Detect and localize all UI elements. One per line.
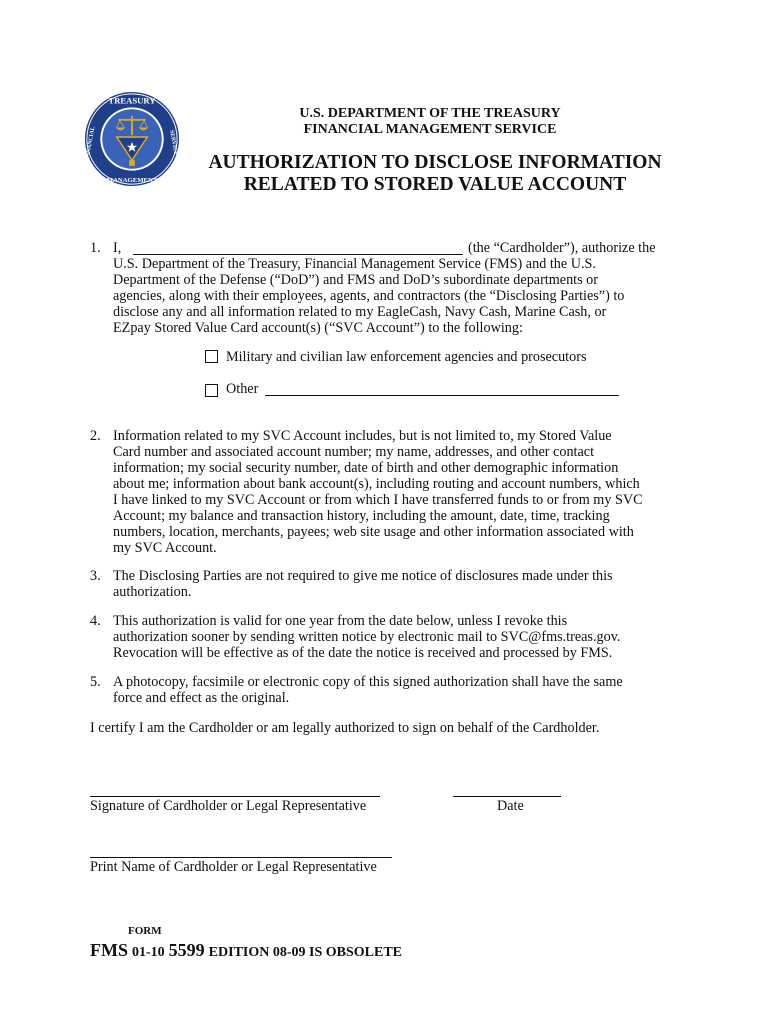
svg-text:SERVICE: SERVICE xyxy=(168,129,179,156)
item2-line: about me; information about bank account(s), including routing and account numbers, which xyxy=(113,476,640,492)
service-name: FINANCIAL MANAGEMENT SERVICE xyxy=(303,122,557,137)
item1-intro: I, xyxy=(113,240,122,256)
signature-field[interactable] xyxy=(90,796,380,797)
svg-text:MANAGEMENT: MANAGEMENT xyxy=(106,177,158,185)
print-name-label: Print Name of Cardholder or Legal Representative xyxy=(90,859,377,875)
edition-notice: EDITION 08-09 IS OBSOLETE xyxy=(208,945,403,960)
item5-line: A photocopy, facsimile or electronic copy of this signed authorization shall have the same xyxy=(113,674,623,690)
item1-line: EZpay Stored Value Card account(s) (“SVC Account”) to the following: xyxy=(113,320,523,336)
item2-line: I have linked to my SVC Account or from which I have transferred funds to or from my SVC xyxy=(113,492,643,508)
treasury-seal-logo xyxy=(84,91,180,187)
item1-line: disclose any and all information related to my EagleCash, Navy Cash, Marine Cash, or xyxy=(113,304,607,320)
item5-line: force and effect as the original. xyxy=(113,690,290,706)
department-name: U.S. DEPARTMENT OF THE TREASURY xyxy=(299,106,561,121)
item2-line: information; my social security number, date of birth and other demographic information xyxy=(113,460,619,476)
item4-line: authorization sooner by sending written notice by electronic mail to SVC@fms.treas.gov. xyxy=(113,629,621,645)
item2-line: Information related to my SVC Account includes, but is not limited to, my Stored Value xyxy=(113,428,612,444)
item3-line: authorization. xyxy=(113,584,192,600)
form-title-line-1: AUTHORIZATION TO DISCLOSE INFORMATION xyxy=(208,152,662,173)
form-title-line-2: RELATED TO STORED VALUE ACCOUNT xyxy=(243,174,627,195)
svg-text:TREASURY: TREASURY xyxy=(108,95,156,106)
item3-line: The Disclosing Parties are not required to give me notice of disclosures made under this xyxy=(113,568,613,584)
item2-line: Account; my balance and transaction history, including the amount, date, time, tracking xyxy=(113,508,610,524)
cardholder-name-field[interactable] xyxy=(133,254,463,255)
item2-line: my SVC Account. xyxy=(113,540,217,556)
other-recipient-field[interactable] xyxy=(265,395,619,396)
law-enforcement-checkbox[interactable] xyxy=(205,350,218,363)
item2-line: Card number and associated account number; my name, addresses, and other contact xyxy=(113,444,595,460)
item1-line: agencies, along with their employees, agents, and contractors (the “Disclosing Parties”) to xyxy=(113,288,625,304)
form-number-line xyxy=(90,940,402,961)
certification-statement: I certify I am the Cardholder or am legally authorized to sign on behalf of the Cardholder. xyxy=(90,720,600,736)
form-prefix: FMS xyxy=(90,940,128,960)
date-field[interactable] xyxy=(453,796,561,797)
item1-cardholder-text: (the “Cardholder”), authorize the xyxy=(468,240,656,256)
item1-line: U.S. Department of the Treasury, Financial Management Service (FMS) and the U.S. xyxy=(113,256,596,272)
item4-line: Revocation will be effective as of the date the notice is received and processed by FMS. xyxy=(113,645,613,661)
other-checkbox[interactable] xyxy=(205,384,218,397)
item-number: 3. xyxy=(90,568,101,584)
other-option-label: Other xyxy=(226,381,259,397)
item-number: 5. xyxy=(90,674,101,690)
item2-line: numbers, location, merchants, payees; web site usage and other information associated with xyxy=(113,524,634,540)
item-number: 4. xyxy=(90,613,101,629)
date-label: Date xyxy=(497,798,524,814)
item-number: 2. xyxy=(90,428,101,444)
signature-label: Signature of Cardholder or Legal Representative xyxy=(90,798,367,814)
form-label: FORM xyxy=(128,925,162,937)
item-number: 1. xyxy=(90,240,101,256)
law-enforcement-option-label: Military and civilian law enforcement agencies and prosecutors xyxy=(226,349,587,365)
svg-text:FINANCIAL: FINANCIAL xyxy=(84,126,97,160)
form-series: 01-10 xyxy=(132,945,165,960)
print-name-field[interactable] xyxy=(90,857,392,858)
item1-line: Department of the Defense (“DoD”) and FMS and DoD’s subordinate departments or xyxy=(113,272,598,288)
form-number: 5599 xyxy=(168,940,205,960)
item4-line: This authorization is valid for one year from the date below, unless I revoke this xyxy=(113,613,568,629)
